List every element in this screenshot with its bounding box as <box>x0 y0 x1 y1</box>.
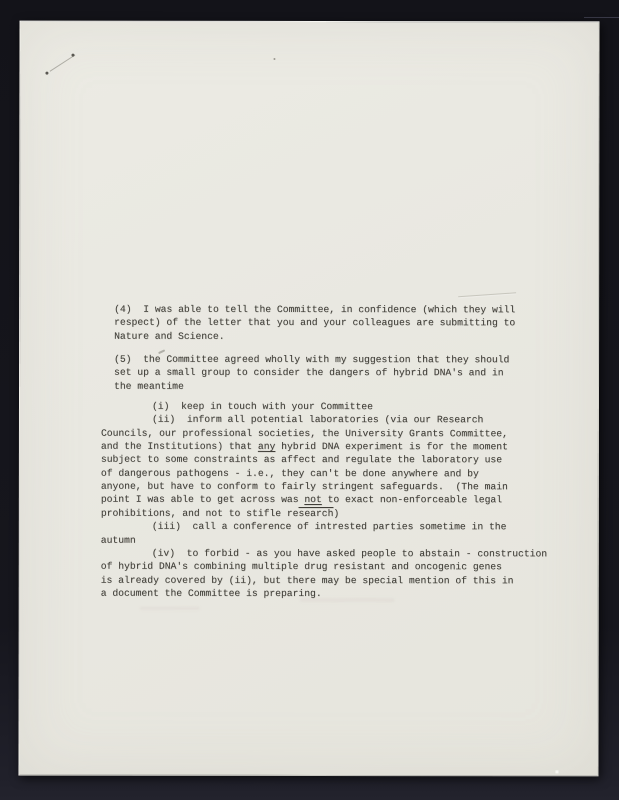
sub-items-list <box>20 400 598 601</box>
text-segment: set up a small group to consider the dangers of hybrid DNA's and in <box>114 367 504 379</box>
paragraph-4 <box>20 303 598 344</box>
text-segment: of hybrid DNA's combining multiple drug resistant and oncogenic genes <box>100 560 502 573</box>
text-segment: Nature and Science. <box>114 330 225 342</box>
paper-crease <box>458 292 516 297</box>
text-line <box>20 353 598 367</box>
text-segment: subject to some constraints as affect and regulate the laboratory use <box>100 454 503 466</box>
text-segment: anyone, but have to conform to fairly stringent safeguards. (The main <box>100 480 508 493</box>
overtyped-word: search <box>298 507 334 519</box>
text-segment: ) <box>333 507 340 519</box>
text-segment: prohibitions, and not to stifle re <box>100 507 299 519</box>
text-line <box>20 426 598 440</box>
text-segment: (4) I was able to tell the Committee, in confidence (which they will <box>114 303 516 316</box>
text-segment: to exact non-enforceable legal <box>321 494 503 506</box>
underlined-word: not <box>304 494 322 506</box>
text-line <box>20 440 598 454</box>
edge-speck <box>555 770 558 773</box>
letter-text-body <box>20 303 598 601</box>
text-line <box>20 379 598 393</box>
text-line <box>20 573 598 587</box>
text-segment: respect) of the letter that you and your colleagues are submitting to <box>114 317 516 329</box>
text-segment: point I was able to get across was <box>100 494 305 506</box>
text-segment: a document the Committee is preparing. <box>100 587 322 599</box>
text-segment: hybrid DNA experiment is for the moment <box>275 441 508 453</box>
text-line <box>20 533 598 547</box>
paragraph-5 <box>20 353 598 394</box>
underlined-word: any <box>257 441 276 453</box>
text-segment: is already covered by (ii), but there may be special mention of this in <box>100 574 514 586</box>
text-line <box>20 400 598 414</box>
text-segment: autumn <box>100 534 136 546</box>
text-line <box>20 329 598 343</box>
text-segment: (5) the Committee agreed wholly with my suggestion that they should <box>114 353 510 366</box>
text-segment: (iii) call a conference of intrested parties sometime in the <box>151 520 507 533</box>
text-segment: the meantime <box>114 380 184 392</box>
text-line <box>20 493 598 507</box>
text-line <box>20 316 598 330</box>
text-line <box>20 506 598 520</box>
staple-hole-upper <box>71 54 74 57</box>
faint-smudge-2 <box>140 607 200 610</box>
text-line <box>20 520 598 534</box>
text-line <box>20 480 598 494</box>
text-line <box>20 560 598 574</box>
paper-speck <box>273 58 275 60</box>
text-segment: of dangerous pathogens - i.e., they can't be done anywhere and by <box>100 467 479 480</box>
text-line <box>20 453 598 467</box>
text-line <box>20 366 598 380</box>
text-segment: and the Institutions) that <box>100 440 258 453</box>
staple-scratch-mark <box>50 55 76 72</box>
text-line <box>20 413 598 427</box>
text-segment: (ii) inform all potential laboratories (via our Research <box>151 414 484 426</box>
text-line <box>20 466 598 480</box>
text-line <box>20 303 598 317</box>
scan-backdrop-seam <box>584 17 619 18</box>
letter-page <box>18 21 599 777</box>
text-segment: Councils, our professional societies, the University Grants Committee, <box>100 427 508 440</box>
text-line <box>20 546 598 560</box>
staple-hole-lower <box>45 72 48 75</box>
text-line <box>20 586 598 600</box>
text-segment: (i) keep in touch with your Committee <box>151 400 373 413</box>
text-segment: (iv) to forbid - as you have asked people to abstain - construction <box>151 547 548 560</box>
